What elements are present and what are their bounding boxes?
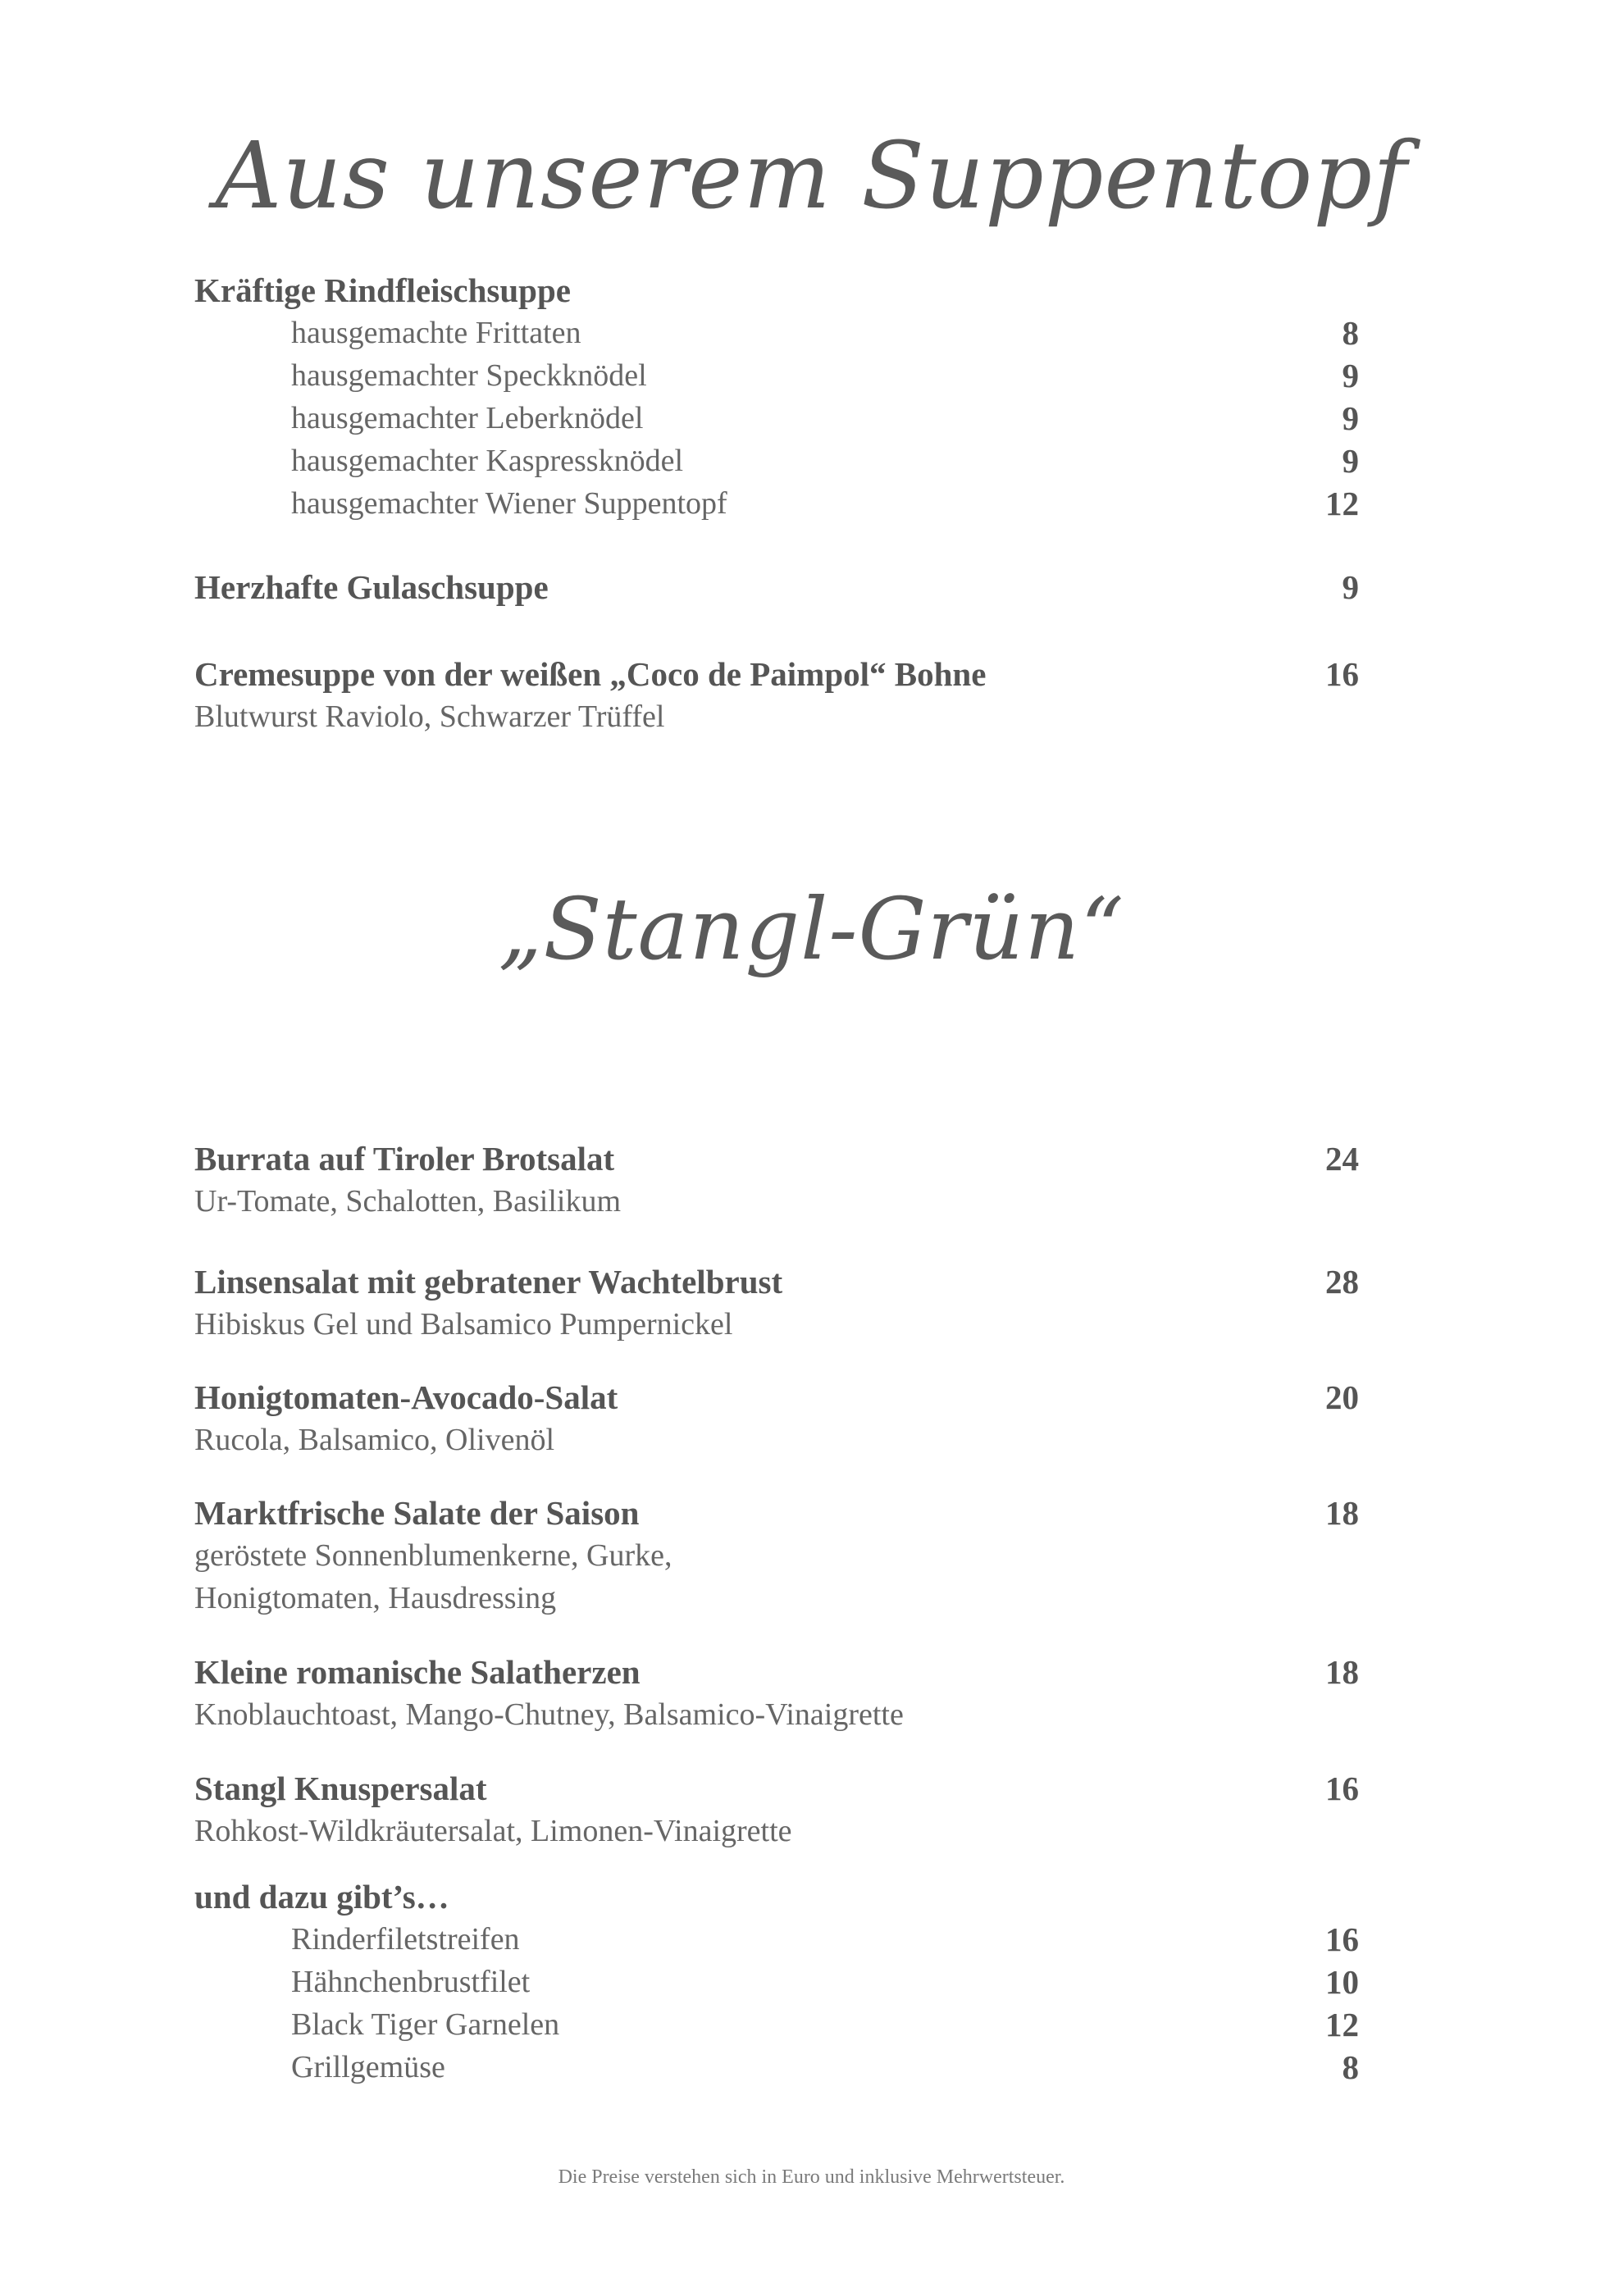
variant-row xyxy=(194,440,1359,482)
variant-name: hausgemachter Leberknödel xyxy=(291,401,644,435)
menu-item-burrata xyxy=(194,1137,1359,1223)
menu-item-salatherzen xyxy=(194,1651,1359,1736)
menu-item-cremesuppe xyxy=(194,653,1359,738)
item-price: 16 xyxy=(1325,655,1359,693)
item-description: Blutwurst Raviolo, Schwarzer Trüffel xyxy=(194,699,665,734)
section-title-soup: Aus unserem Suppentopf xyxy=(215,123,1408,230)
item-price: 16 xyxy=(1325,1770,1359,1807)
item-name: Marktfrische Salate der Saison xyxy=(194,1494,640,1532)
menu-item-linsensalat xyxy=(194,1260,1359,1346)
extra-row xyxy=(194,1918,1359,1961)
item-price: 20 xyxy=(1325,1378,1359,1416)
item-name: Linsensalat mit gebratener Wachtelbrust xyxy=(194,1263,783,1301)
extras-group xyxy=(194,1875,1359,2089)
extra-name: Black Tiger Garnelen xyxy=(291,2007,560,2042)
item-description: Rucola, Balsamico, Olivenöl xyxy=(194,1423,555,1457)
variant-row xyxy=(194,397,1359,440)
extra-name: Hähnchenbrustfilet xyxy=(291,1965,531,1999)
variant-price: 9 xyxy=(1342,357,1359,394)
variant-name: hausgemachter Kaspressknödel xyxy=(291,444,684,478)
menu-item-honigtomaten xyxy=(194,1376,1359,1461)
item-price: 18 xyxy=(1325,1653,1359,1691)
extra-row xyxy=(194,2046,1359,2089)
extra-row xyxy=(194,1961,1359,2003)
extra-price: 12 xyxy=(1325,2006,1359,2043)
extra-name: Grillgemüse xyxy=(291,2050,445,2084)
menu-item-marktfrische-salate xyxy=(194,1492,1359,1620)
extras-heading: und dazu gibt’s… xyxy=(194,1878,449,1916)
item-name: Kräftige Rindfleischsuppe xyxy=(194,271,571,309)
extra-price: 8 xyxy=(1342,2048,1359,2086)
variant-price: 9 xyxy=(1342,442,1359,480)
variant-row xyxy=(194,354,1359,397)
item-description: Rohkost-Wildkräutersalat, Limonen-Vinaigrette xyxy=(194,1814,792,1848)
item-description: Ur-Tomate, Schalotten, Basilikum xyxy=(194,1184,622,1219)
variant-row xyxy=(194,482,1359,525)
item-name: Stangl Knuspersalat xyxy=(194,1770,487,1807)
variant-name: hausgemachte Frittaten xyxy=(291,316,581,350)
menu-item-knuspersalat xyxy=(194,1767,1359,1852)
menu-item-gulaschsuppe xyxy=(194,566,1359,608)
item-name: Cremesuppe von der weißen „Coco de Paimpol“ Bohne xyxy=(194,655,987,693)
variant-price: 8 xyxy=(1342,314,1359,352)
item-description: Knoblauchtoast, Mango-Chutney, Balsamico-Vinaigrette xyxy=(194,1697,904,1732)
item-name: Kleine romanische Salatherzen xyxy=(194,1653,641,1691)
extra-row xyxy=(194,2003,1359,2046)
salad-section xyxy=(194,1137,1359,2089)
extra-price: 10 xyxy=(1325,1963,1359,2001)
soup-section xyxy=(194,269,1359,738)
item-price: 9 xyxy=(1342,568,1359,606)
item-name: Burrata auf Tiroler Brotsalat xyxy=(194,1140,615,1178)
section-title-green: „Stangl-Grün“ xyxy=(498,879,1125,979)
variant-price: 12 xyxy=(1325,485,1359,522)
item-description: geröstete Sonnenblumenkerne, Gurke, xyxy=(194,1538,672,1573)
item-description: Hibiskus Gel und Balsamico Pumpernickel xyxy=(194,1307,733,1342)
item-price: 24 xyxy=(1325,1140,1359,1178)
extra-price: 16 xyxy=(1325,1920,1359,1958)
item-description: Honigtomaten, Hausdressing xyxy=(194,1581,557,1615)
item-price: 28 xyxy=(1325,1263,1359,1301)
item-name: Honigtomaten-Avocado-Salat xyxy=(194,1378,618,1416)
menu-item-rindfleischsuppe xyxy=(194,269,1359,525)
item-price: 18 xyxy=(1325,1494,1359,1532)
variant-price: 9 xyxy=(1342,399,1359,437)
variant-name: hausgemachter Speckknödel xyxy=(291,358,647,393)
variant-name: hausgemachter Wiener Suppentopf xyxy=(291,486,727,521)
variant-row xyxy=(194,312,1359,354)
price-footnote: Die Preise verstehen sich in Euro und inklusive Mehrwertsteuer. xyxy=(558,2166,1065,2188)
extra-name: Rinderfiletstreifen xyxy=(291,1922,520,1957)
item-name: Herzhafte Gulaschsuppe xyxy=(194,568,549,606)
